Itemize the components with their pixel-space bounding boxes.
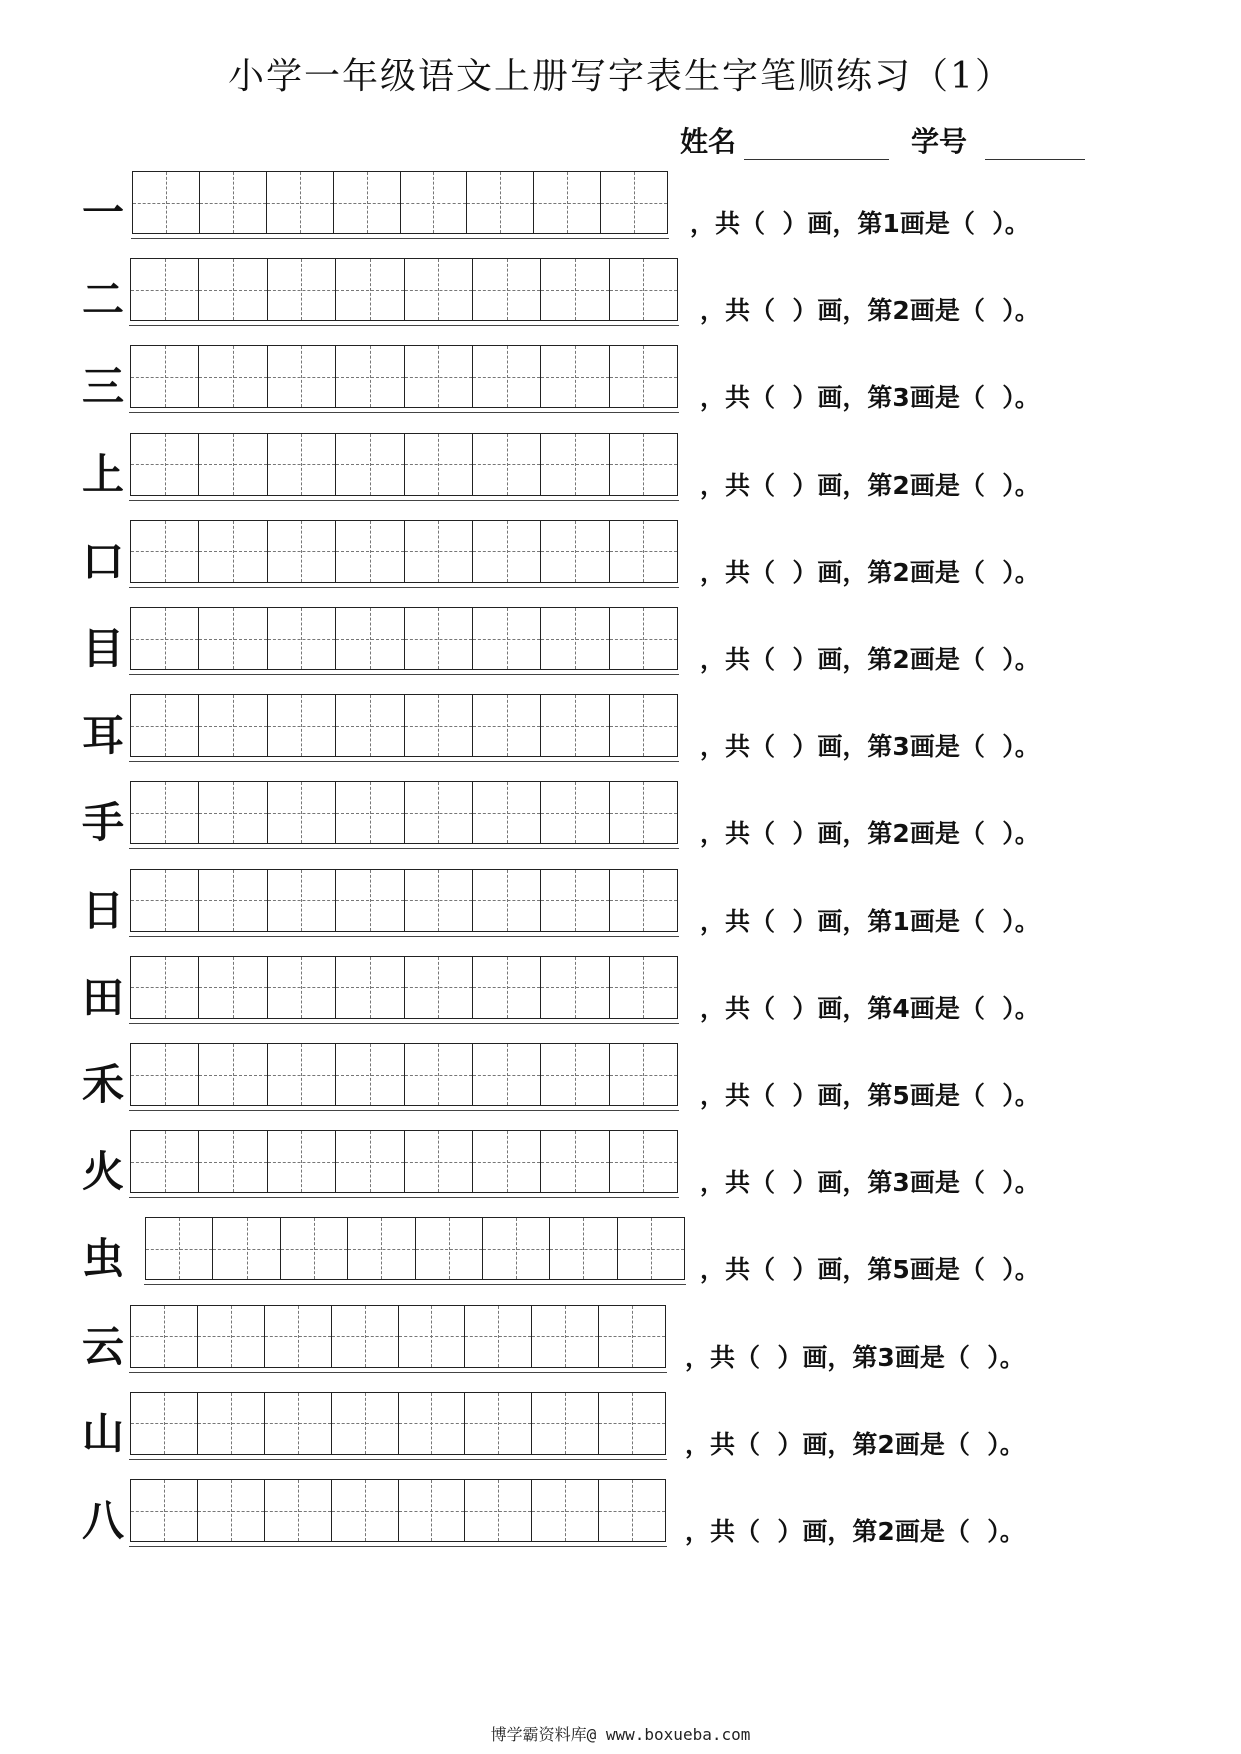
question-prefix: ，共（ ）画，第 xyxy=(685,1342,878,1372)
practice-row xyxy=(0,937,1241,1027)
grid-cell[interactable] xyxy=(540,521,608,582)
grid-cell[interactable] xyxy=(472,521,540,582)
grid-cell[interactable] xyxy=(472,608,540,669)
question-prefix: ，共（ ）画，第 xyxy=(700,1255,893,1285)
stroke-question xyxy=(700,468,1040,504)
stroke-question xyxy=(700,1078,1040,1114)
grid-cell[interactable] xyxy=(533,172,600,233)
grid-cell[interactable] xyxy=(198,346,266,407)
writing-grid xyxy=(130,694,678,757)
writing-grid xyxy=(130,1305,666,1368)
grid-cell[interactable] xyxy=(398,1306,465,1367)
grid-cell[interactable] xyxy=(131,957,198,1018)
grid-cell[interactable] xyxy=(609,521,677,582)
grid-cell[interactable] xyxy=(482,1218,549,1279)
grid-cell[interactable] xyxy=(464,1306,531,1367)
practice-row xyxy=(0,1111,1241,1201)
grid-cell[interactable] xyxy=(400,172,467,233)
grid-cell[interactable] xyxy=(472,434,540,495)
grid-cell[interactable] xyxy=(198,957,266,1018)
grid-cell[interactable] xyxy=(540,1131,608,1192)
question-prefix: ，共（ ）画，第 xyxy=(700,732,893,762)
grid-cell[interactable] xyxy=(472,259,540,320)
practice-character: 田 xyxy=(82,972,125,1022)
grid-cell[interactable] xyxy=(131,434,198,495)
question-prefix: ，共（ ）画，第 xyxy=(685,1429,878,1459)
grid-cell[interactable] xyxy=(464,1480,531,1541)
question-suffix: 画是（ ）。 xyxy=(909,557,1040,587)
question-prefix: ，共（ ）画，第 xyxy=(690,209,883,238)
stroke-index: 2 xyxy=(892,645,910,674)
practice-character: 上 xyxy=(82,449,125,499)
stroke-index: 5 xyxy=(892,1255,910,1285)
grid-cell[interactable] xyxy=(609,782,677,843)
grid-cell[interactable] xyxy=(540,870,608,931)
grid-cell[interactable] xyxy=(331,1393,398,1454)
grid-cell[interactable] xyxy=(197,1306,264,1367)
grid-cell[interactable] xyxy=(540,1044,608,1105)
stroke-question xyxy=(700,293,1040,329)
stroke-index: 2 xyxy=(877,1517,895,1546)
question-suffix: 画是（ ）。 xyxy=(909,1168,1040,1198)
writing-grid xyxy=(145,1217,685,1280)
grid-cell[interactable] xyxy=(131,1480,197,1541)
grid-cell[interactable] xyxy=(335,521,403,582)
practice-row xyxy=(0,152,1241,242)
question-suffix: 画是（ ）。 xyxy=(909,906,1040,936)
grid-cell[interactable] xyxy=(609,259,677,320)
grid-cell[interactable] xyxy=(331,1306,398,1367)
question-suffix: 画是（ ）。 xyxy=(899,209,1030,238)
practice-character: 云 xyxy=(82,1321,125,1371)
grid-cell[interactable] xyxy=(472,782,540,843)
grid-cell[interactable] xyxy=(415,1218,482,1279)
grid-cell[interactable] xyxy=(335,608,403,669)
practice-row xyxy=(0,762,1241,852)
grid-cell[interactable] xyxy=(131,695,198,756)
grid-cell[interactable] xyxy=(600,172,667,233)
grid-cell[interactable] xyxy=(472,870,540,931)
grid-cell[interactable] xyxy=(598,1306,665,1367)
question-prefix: ，共（ ）画，第 xyxy=(700,557,893,587)
question-prefix: ，共（ ）画，第 xyxy=(700,993,893,1023)
question-suffix: 画是（ ）。 xyxy=(909,993,1040,1023)
stroke-question xyxy=(685,1340,1025,1376)
grid-cell[interactable] xyxy=(609,1131,677,1192)
stroke-question xyxy=(700,555,1040,591)
question-suffix: 画是（ ）。 xyxy=(909,470,1040,500)
grid-cell[interactable] xyxy=(267,521,335,582)
practice-character: 耳 xyxy=(82,711,125,761)
grid-cell[interactable] xyxy=(131,1306,197,1367)
grid-cell[interactable] xyxy=(335,695,403,756)
writing-grid xyxy=(130,258,678,321)
stroke-index: 3 xyxy=(892,732,910,762)
grid-cell[interactable] xyxy=(335,259,403,320)
stroke-question xyxy=(700,1165,1040,1201)
grid-cell[interactable] xyxy=(198,782,266,843)
grid-cell[interactable] xyxy=(472,1044,540,1105)
stroke-index: 2 xyxy=(892,819,910,849)
writing-grid xyxy=(130,433,678,496)
practice-character: 禾 xyxy=(82,1060,125,1109)
grid-cell[interactable] xyxy=(404,1044,472,1105)
grid-cell[interactable] xyxy=(404,1131,472,1192)
grid-cell[interactable] xyxy=(198,1044,266,1105)
grid-cell[interactable] xyxy=(404,608,472,669)
practice-row xyxy=(0,326,1241,416)
practice-character: 手 xyxy=(82,798,125,848)
stroke-question xyxy=(700,642,1040,678)
writing-grid xyxy=(130,520,678,583)
question-suffix: 画是（ ）。 xyxy=(909,1081,1040,1110)
grid-cell[interactable] xyxy=(549,1218,616,1279)
grid-cell[interactable] xyxy=(198,434,266,495)
grid-cell[interactable] xyxy=(404,957,472,1018)
grid-cell[interactable] xyxy=(131,346,198,407)
stroke-question xyxy=(685,1514,1025,1550)
grid-cell[interactable] xyxy=(617,1218,684,1279)
grid-cell[interactable] xyxy=(131,1131,198,1192)
practice-row xyxy=(0,239,1241,329)
practice-character: 三 xyxy=(82,362,125,412)
footer-watermark: 博学霸资料库@ www.boxueba.com xyxy=(490,1725,751,1744)
grid-cell[interactable] xyxy=(131,259,198,320)
practice-row xyxy=(0,1024,1241,1114)
grid-cell[interactable] xyxy=(197,1480,264,1541)
stroke-question xyxy=(700,816,1040,852)
stroke-question xyxy=(700,904,1040,940)
grid-cell[interactable] xyxy=(609,870,677,931)
grid-cell[interactable] xyxy=(197,1393,264,1454)
grid-cell[interactable] xyxy=(333,172,400,233)
grid-cell[interactable] xyxy=(131,1393,197,1454)
writing-grid xyxy=(130,956,678,1019)
grid-cell[interactable] xyxy=(267,782,335,843)
practice-character: 虫 xyxy=(82,1234,125,1284)
practice-character: 山 xyxy=(82,1408,125,1458)
grid-cell[interactable] xyxy=(335,346,403,407)
grid-cell[interactable] xyxy=(198,870,266,931)
stroke-index: 4 xyxy=(892,993,910,1023)
stroke-index: 5 xyxy=(892,1081,910,1110)
writing-grid xyxy=(130,869,678,932)
grid-cell[interactable] xyxy=(267,1131,335,1192)
practice-character: 一 xyxy=(82,188,125,237)
grid-cell[interactable] xyxy=(335,870,403,931)
writing-grid xyxy=(130,781,678,844)
question-prefix: ，共（ ）画，第 xyxy=(700,1081,893,1110)
grid-cell[interactable] xyxy=(267,434,335,495)
grid-cell[interactable] xyxy=(335,782,403,843)
grid-cell[interactable] xyxy=(267,346,335,407)
stroke-question xyxy=(700,729,1040,765)
practice-character: 日 xyxy=(82,885,125,935)
grid-cell[interactable] xyxy=(267,695,335,756)
grid-cell[interactable] xyxy=(531,1393,598,1454)
stroke-index: 3 xyxy=(877,1342,895,1372)
grid-cell[interactable] xyxy=(540,434,608,495)
page-title: 小学一年级语文上册写字表生字笔顺练习（1） xyxy=(228,56,1013,97)
practice-row xyxy=(0,1198,1241,1288)
grid-cell[interactable] xyxy=(280,1218,347,1279)
question-prefix: ，共（ ）画，第 xyxy=(685,1517,878,1546)
stroke-index: 1 xyxy=(882,209,900,238)
grid-cell[interactable] xyxy=(198,521,266,582)
grid-cell[interactable] xyxy=(335,434,403,495)
grid-cell[interactable] xyxy=(609,1044,677,1105)
grid-cell[interactable] xyxy=(266,172,333,233)
grid-cell[interactable] xyxy=(131,870,198,931)
stroke-index: 2 xyxy=(892,296,910,326)
writing-grid xyxy=(130,1043,678,1106)
stroke-question xyxy=(685,1427,1025,1463)
grid-cell[interactable] xyxy=(609,957,677,1018)
stroke-index: 2 xyxy=(892,557,910,587)
grid-cell[interactable] xyxy=(464,1393,531,1454)
grid-cell[interactable] xyxy=(131,521,198,582)
grid-cell[interactable] xyxy=(331,1480,398,1541)
grid-cell[interactable] xyxy=(404,259,472,320)
question-suffix: 画是（ ）。 xyxy=(909,383,1040,413)
grid-cell[interactable] xyxy=(264,1306,331,1367)
practice-row xyxy=(0,675,1241,765)
grid-cell[interactable] xyxy=(198,1131,266,1192)
name-label: 姓名 xyxy=(680,125,737,158)
grid-cell[interactable] xyxy=(347,1218,414,1279)
grid-cell[interactable] xyxy=(131,782,198,843)
practice-character: 口 xyxy=(82,536,125,586)
grid-cell[interactable] xyxy=(267,870,335,931)
grid-cell[interactable] xyxy=(404,870,472,931)
stroke-index: 2 xyxy=(892,470,910,500)
question-suffix: 画是（ ）。 xyxy=(894,1429,1025,1459)
practice-row xyxy=(0,501,1241,591)
practice-row xyxy=(0,588,1241,678)
stroke-question xyxy=(700,991,1040,1027)
writing-grid xyxy=(130,345,678,408)
grid-cell[interactable] xyxy=(472,695,540,756)
practice-character: 二 xyxy=(82,275,125,325)
number-label: 学号 xyxy=(911,125,968,158)
grid-cell[interactable] xyxy=(404,434,472,495)
grid-cell[interactable] xyxy=(472,346,540,407)
grid-cell[interactable] xyxy=(267,1044,335,1105)
grid-cell[interactable] xyxy=(540,957,608,1018)
grid-cell[interactable] xyxy=(540,782,608,843)
grid-cell[interactable] xyxy=(198,259,266,320)
grid-cell[interactable] xyxy=(540,608,608,669)
question-prefix: ，共（ ）画，第 xyxy=(700,1168,893,1198)
grid-cell[interactable] xyxy=(264,1480,331,1541)
question-prefix: ，共（ ）画，第 xyxy=(700,906,893,936)
grid-cell[interactable] xyxy=(133,172,199,233)
grid-cell[interactable] xyxy=(609,608,677,669)
question-prefix: ，共（ ）画，第 xyxy=(700,470,893,500)
grid-cell[interactable] xyxy=(267,259,335,320)
grid-cell[interactable] xyxy=(398,1393,465,1454)
practice-row xyxy=(0,850,1241,940)
writing-grid xyxy=(130,1130,678,1193)
grid-cell[interactable] xyxy=(609,346,677,407)
grid-cell[interactable] xyxy=(466,172,533,233)
grid-cell[interactable] xyxy=(609,434,677,495)
grid-cell[interactable] xyxy=(131,1044,198,1105)
grid-cell[interactable] xyxy=(531,1480,598,1541)
grid-cell[interactable] xyxy=(146,1218,212,1279)
grid-cell[interactable] xyxy=(267,957,335,1018)
practice-row xyxy=(0,1460,1241,1550)
practice-character: 火 xyxy=(82,1147,125,1197)
grid-cell[interactable] xyxy=(598,1480,665,1541)
grid-cell[interactable] xyxy=(267,608,335,669)
writing-grid xyxy=(130,1479,666,1542)
question-prefix: ，共（ ）画，第 xyxy=(700,645,893,674)
question-suffix: 画是（ ）。 xyxy=(894,1517,1025,1546)
question-suffix: 画是（ ）。 xyxy=(909,296,1040,326)
practice-character: 目 xyxy=(82,624,125,673)
writing-grid xyxy=(130,607,678,670)
grid-cell[interactable] xyxy=(540,346,608,407)
grid-cell[interactable] xyxy=(131,608,198,669)
question-suffix: 画是（ ）。 xyxy=(909,1255,1040,1285)
stroke-question xyxy=(690,206,1030,242)
question-suffix: 画是（ ）。 xyxy=(909,819,1040,849)
stroke-question xyxy=(700,380,1040,416)
stroke-index: 3 xyxy=(892,1168,910,1198)
grid-cell[interactable] xyxy=(398,1480,465,1541)
grid-cell[interactable] xyxy=(212,1218,279,1279)
stroke-index: 1 xyxy=(892,906,910,936)
question-suffix: 画是（ ）。 xyxy=(909,732,1040,762)
practice-character: 八 xyxy=(82,1496,125,1545)
grid-cell[interactable] xyxy=(198,608,266,669)
writing-grid xyxy=(130,1392,666,1455)
question-prefix: ，共（ ）画，第 xyxy=(700,296,893,326)
grid-cell[interactable] xyxy=(609,695,677,756)
grid-cell[interactable] xyxy=(540,259,608,320)
practice-row xyxy=(0,1286,1241,1376)
grid-cell[interactable] xyxy=(531,1306,598,1367)
grid-cell[interactable] xyxy=(540,695,608,756)
grid-cell[interactable] xyxy=(198,695,266,756)
grid-cell[interactable] xyxy=(199,172,266,233)
grid-cell[interactable] xyxy=(404,782,472,843)
grid-cell[interactable] xyxy=(335,1044,403,1105)
grid-cell[interactable] xyxy=(472,1131,540,1192)
grid-cell[interactable] xyxy=(335,1131,403,1192)
writing-grid xyxy=(132,171,668,234)
grid-cell[interactable] xyxy=(404,346,472,407)
grid-cell[interactable] xyxy=(404,521,472,582)
question-suffix: 画是（ ）。 xyxy=(894,1342,1025,1372)
grid-cell[interactable] xyxy=(598,1393,665,1454)
grid-cell[interactable] xyxy=(335,957,403,1018)
practice-row xyxy=(0,1373,1241,1463)
question-prefix: ，共（ ）画，第 xyxy=(700,383,893,413)
question-prefix: ，共（ ）画，第 xyxy=(700,819,893,849)
grid-cell[interactable] xyxy=(264,1393,331,1454)
stroke-index: 2 xyxy=(877,1429,895,1459)
stroke-question xyxy=(700,1252,1040,1288)
grid-cell[interactable] xyxy=(472,957,540,1018)
practice-row xyxy=(0,414,1241,504)
grid-cell[interactable] xyxy=(404,695,472,756)
question-suffix: 画是（ ）。 xyxy=(909,645,1040,674)
stroke-index: 3 xyxy=(892,383,910,413)
